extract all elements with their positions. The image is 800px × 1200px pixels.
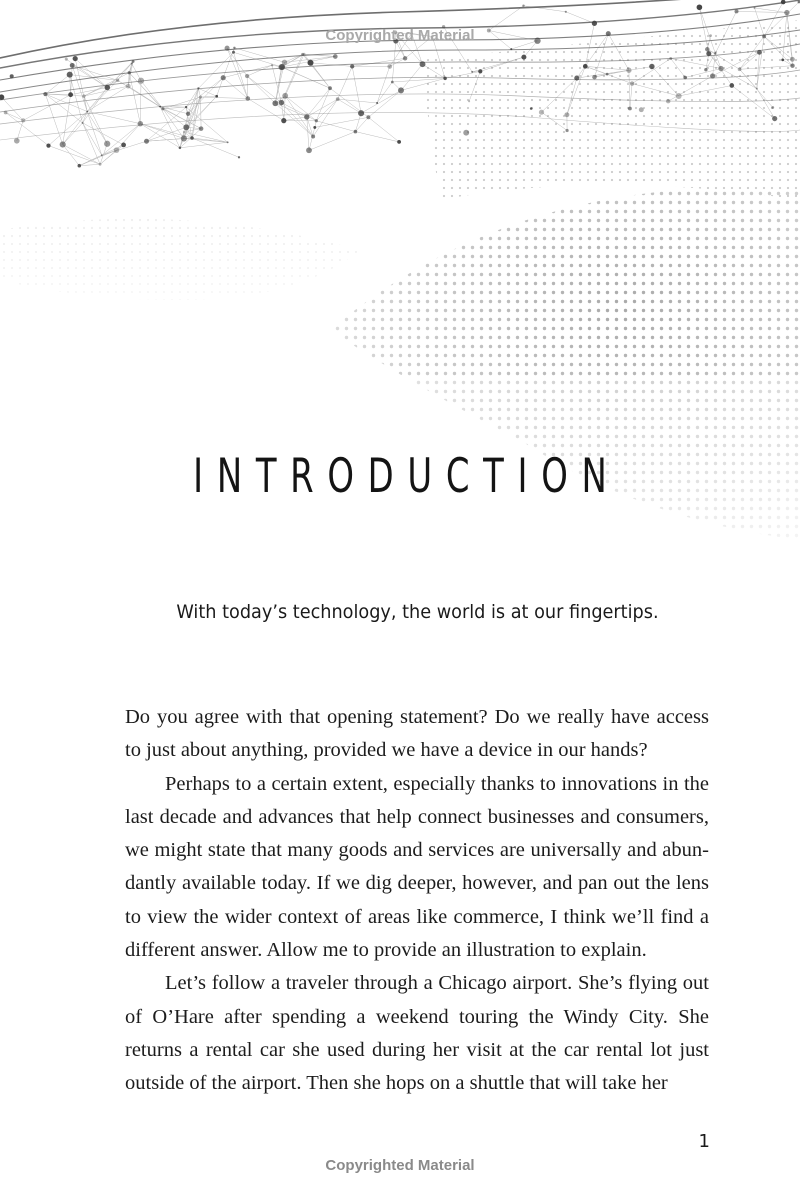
network-link bbox=[87, 80, 118, 111]
network-node bbox=[132, 60, 135, 63]
network-node bbox=[279, 100, 285, 106]
network-node bbox=[105, 85, 110, 90]
network-node bbox=[521, 55, 526, 60]
network-link bbox=[83, 88, 108, 123]
network-link bbox=[201, 96, 217, 97]
network-link bbox=[63, 145, 100, 165]
network-node bbox=[221, 75, 226, 80]
network-node bbox=[403, 56, 407, 60]
network-node bbox=[639, 107, 644, 112]
network-link bbox=[49, 146, 101, 165]
network-node bbox=[666, 99, 670, 103]
network-node bbox=[706, 51, 711, 56]
network-node bbox=[82, 122, 84, 124]
network-node bbox=[771, 106, 774, 109]
network-node bbox=[683, 76, 687, 80]
network-link bbox=[45, 94, 87, 111]
network-node bbox=[159, 106, 161, 108]
network-node bbox=[185, 106, 187, 108]
network-node bbox=[510, 48, 512, 50]
network-node bbox=[311, 134, 315, 138]
network-node bbox=[754, 7, 756, 9]
paragraph: Perhaps to a certain extent, especially thanks to innovations in the last decade and advances that help connect businesses and consumers, we might state that many goods and services are universally and abundantly available today. If we dig deeper, however, and pan out the lens to view the wider context of areas like commerce, I think we’ll find a different answer. Allow me to provide an illustration to explain. bbox=[125, 772, 709, 962]
network-node bbox=[718, 66, 723, 71]
network-node bbox=[304, 114, 309, 119]
network-link bbox=[223, 78, 248, 99]
network-node bbox=[592, 21, 597, 26]
network-node bbox=[626, 68, 631, 73]
network-node bbox=[710, 73, 715, 78]
network-link bbox=[160, 107, 186, 108]
network-node bbox=[397, 140, 401, 144]
network-node bbox=[463, 130, 469, 136]
network-node bbox=[186, 112, 190, 116]
paragraph: Do you agree with that opening statement? Do we really have access to just about anything, provided we have a device in our hands? bbox=[125, 706, 709, 762]
network-node bbox=[279, 64, 285, 70]
network-link bbox=[140, 124, 184, 139]
network-node bbox=[729, 83, 734, 88]
network-node bbox=[676, 93, 682, 99]
network-link bbox=[140, 81, 141, 124]
network-node bbox=[60, 141, 66, 147]
network-node bbox=[328, 86, 332, 90]
network-node bbox=[183, 131, 185, 133]
network-link bbox=[285, 54, 304, 96]
network-node bbox=[566, 129, 569, 132]
network-link bbox=[63, 112, 87, 145]
network-node bbox=[756, 88, 758, 90]
network-node bbox=[398, 87, 404, 93]
network-node bbox=[272, 100, 278, 106]
network-node bbox=[583, 64, 588, 69]
copyright-watermark-bottom: Copyrighted Material bbox=[325, 1157, 475, 1174]
network-node bbox=[313, 126, 316, 129]
network-node bbox=[227, 141, 229, 143]
network-node bbox=[704, 68, 707, 71]
network-link bbox=[147, 107, 187, 141]
network-node bbox=[781, 0, 786, 4]
network-node bbox=[99, 163, 102, 166]
network-node bbox=[86, 111, 88, 113]
network-link bbox=[377, 67, 390, 104]
network-node bbox=[757, 50, 762, 55]
network-node bbox=[606, 73, 609, 76]
network-node bbox=[630, 81, 634, 85]
network-link bbox=[309, 127, 315, 150]
network-link bbox=[45, 94, 62, 144]
network-node bbox=[138, 121, 143, 126]
network-node bbox=[649, 64, 654, 69]
network-link bbox=[45, 94, 70, 95]
network-node bbox=[245, 96, 250, 101]
network-node bbox=[790, 57, 795, 62]
network-node bbox=[116, 79, 119, 82]
network-node bbox=[391, 81, 394, 84]
network-node bbox=[215, 95, 218, 98]
network-link bbox=[75, 59, 107, 88]
body-text bbox=[125, 701, 709, 1101]
network-node bbox=[271, 64, 273, 66]
network-node bbox=[197, 87, 199, 89]
network-node bbox=[592, 75, 597, 80]
network-node bbox=[574, 76, 579, 81]
network-link bbox=[275, 103, 313, 136]
network-node bbox=[714, 52, 716, 54]
network-node bbox=[138, 78, 144, 84]
network-node bbox=[336, 97, 340, 101]
network-link bbox=[186, 96, 216, 127]
network-node bbox=[161, 107, 164, 110]
network-node bbox=[669, 57, 672, 60]
network-node bbox=[46, 143, 50, 147]
network-link bbox=[6, 113, 49, 146]
network-link bbox=[309, 132, 355, 151]
network-node bbox=[238, 156, 240, 158]
network-link bbox=[307, 99, 338, 117]
network-node bbox=[315, 119, 318, 122]
network-node bbox=[734, 9, 738, 13]
network-link bbox=[285, 96, 316, 121]
network-link bbox=[102, 124, 141, 156]
network-node bbox=[4, 111, 8, 115]
network-node bbox=[307, 60, 313, 66]
network-link bbox=[83, 123, 124, 145]
network-link bbox=[307, 88, 330, 117]
network-link bbox=[303, 54, 330, 88]
network-node bbox=[790, 63, 794, 67]
network-node bbox=[772, 116, 777, 121]
network-node bbox=[104, 141, 110, 147]
network-node bbox=[358, 110, 364, 116]
network-link bbox=[247, 76, 248, 99]
copyright-watermark-top: Copyrighted Material bbox=[325, 27, 475, 44]
network-node bbox=[225, 46, 230, 51]
network-node bbox=[530, 107, 533, 110]
network-node bbox=[10, 74, 14, 78]
network-node bbox=[628, 107, 632, 111]
network-node bbox=[233, 47, 235, 49]
network-node bbox=[281, 118, 286, 123]
network-node bbox=[126, 84, 131, 89]
network-node bbox=[333, 54, 338, 59]
network-node bbox=[781, 59, 784, 62]
network-link bbox=[147, 127, 187, 141]
network-link bbox=[248, 99, 284, 121]
network-node bbox=[443, 77, 446, 80]
network-node bbox=[245, 74, 249, 78]
network-link bbox=[198, 52, 233, 88]
network-node bbox=[43, 92, 47, 96]
network-node bbox=[181, 135, 187, 141]
network-link bbox=[180, 142, 228, 148]
network-link bbox=[49, 112, 88, 146]
network-node bbox=[350, 64, 354, 68]
network-node bbox=[539, 110, 544, 115]
network-node bbox=[522, 5, 524, 7]
network-link bbox=[63, 145, 80, 166]
network-node bbox=[705, 47, 710, 52]
network-node bbox=[70, 63, 75, 68]
network-link bbox=[316, 99, 337, 121]
network-node bbox=[564, 112, 569, 117]
network-node bbox=[420, 61, 426, 67]
network-node bbox=[471, 71, 473, 73]
network-node bbox=[199, 126, 204, 131]
network-node bbox=[131, 62, 133, 64]
network-link bbox=[201, 97, 248, 98]
network-link bbox=[284, 96, 285, 121]
network-node bbox=[14, 138, 20, 144]
network-link bbox=[566, 12, 595, 23]
network-link bbox=[87, 112, 107, 144]
network-node bbox=[282, 93, 288, 99]
network-node bbox=[306, 147, 312, 153]
network-link bbox=[141, 81, 163, 109]
network-link bbox=[83, 123, 102, 155]
network-node bbox=[784, 10, 789, 15]
paragraph: Let’s follow a traveler through a Chicago airport. She’s flying out of O’Hare after spending a weekend touring the Windy City. She returns a rental car she used during her visit at the car rental lot just outside of the airport. Then she hops on a shuttle that will take her bbox=[125, 972, 709, 1095]
network-node bbox=[199, 96, 202, 99]
network-node bbox=[179, 147, 182, 150]
network-link bbox=[87, 112, 140, 124]
network-node bbox=[73, 56, 78, 61]
network-node bbox=[468, 100, 470, 102]
network-link bbox=[201, 97, 202, 129]
network-node bbox=[128, 71, 131, 74]
network-node bbox=[68, 92, 73, 97]
network-node bbox=[697, 4, 703, 10]
network-node bbox=[354, 130, 358, 134]
page-number: 1 bbox=[698, 1131, 710, 1152]
network-node bbox=[232, 51, 235, 54]
network-link bbox=[117, 124, 141, 150]
network-node bbox=[82, 94, 85, 97]
network-node bbox=[65, 58, 68, 61]
network-node bbox=[101, 154, 103, 156]
network-node bbox=[738, 67, 742, 71]
network-node bbox=[78, 164, 82, 168]
network-link bbox=[338, 66, 353, 99]
network-node bbox=[190, 136, 194, 140]
network-node bbox=[387, 64, 392, 69]
network-node bbox=[183, 124, 189, 130]
network-node bbox=[121, 143, 126, 148]
network-node bbox=[301, 53, 304, 56]
network-link bbox=[72, 65, 118, 80]
network-node bbox=[21, 118, 25, 122]
chapter-title: INTRODUCTION bbox=[193, 449, 621, 505]
network-node bbox=[478, 69, 482, 73]
network-node bbox=[144, 139, 149, 144]
network-node bbox=[67, 72, 73, 78]
chapter-epigraph: With today’s technology, the world is at our fingertips. bbox=[176, 601, 659, 623]
network-node bbox=[565, 11, 567, 13]
network-node bbox=[376, 102, 378, 104]
network-node bbox=[366, 115, 370, 119]
network-node bbox=[114, 147, 120, 153]
